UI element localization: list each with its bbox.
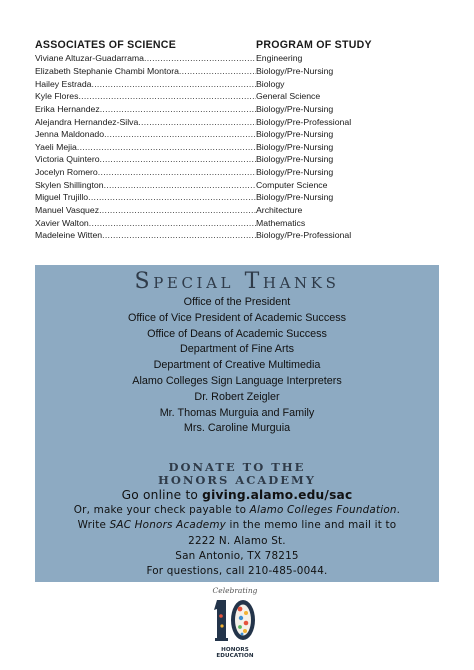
dot-leader bbox=[92, 79, 257, 89]
student-name: Skylen Shillington bbox=[35, 179, 104, 190]
roster-row bbox=[35, 204, 439, 217]
student-name: Alejandra Hernandez-Silva bbox=[35, 116, 139, 127]
program-of-study: Biology/Pre-Nursing bbox=[256, 167, 334, 178]
logo-script-text: Celebrating bbox=[212, 586, 258, 595]
roster-name-cell bbox=[35, 230, 256, 240]
roster-name-cell bbox=[35, 154, 256, 164]
roster-row bbox=[35, 115, 439, 128]
program-of-study: Biology/Pre-Professional bbox=[256, 116, 352, 127]
dot-leader bbox=[77, 142, 256, 152]
student-name: Hailey Estrada bbox=[35, 78, 92, 89]
roster-name-cell bbox=[35, 180, 256, 190]
student-name: Yaeli Mejia bbox=[35, 141, 77, 152]
thanks-item: Mrs. Caroline Murguia bbox=[183, 422, 291, 435]
program-of-study: Engineering bbox=[256, 53, 303, 64]
roster-heading-program: PROGRAM OF STUDY bbox=[256, 39, 372, 51]
roster-name-cell bbox=[35, 129, 256, 139]
roster-row bbox=[35, 191, 439, 204]
program-of-study: Biology/Pre-Nursing bbox=[256, 154, 334, 165]
graduate-roster bbox=[35, 37, 439, 242]
special-thanks-panel bbox=[35, 265, 439, 582]
roster-name-cell bbox=[35, 104, 256, 114]
dot-leader bbox=[144, 53, 256, 63]
donate-memo-prefix: Write bbox=[77, 519, 110, 532]
roster-name-cell bbox=[35, 218, 256, 228]
dot-leader bbox=[89, 218, 256, 228]
thanks-item: Department of Fine Arts bbox=[179, 343, 294, 356]
donate-check-prefix: Or, make your check payable to bbox=[73, 504, 250, 517]
program-of-study: Biology/Pre-Nursing bbox=[256, 192, 334, 203]
program-of-study: Biology/Pre-Nursing bbox=[256, 129, 334, 140]
roster-row bbox=[35, 166, 439, 179]
student-name: Manuel Vasquez bbox=[35, 205, 100, 215]
roster-header bbox=[35, 37, 439, 51]
roster-row bbox=[35, 65, 439, 78]
student-name: Xavier Walton bbox=[35, 217, 89, 228]
roster-row bbox=[35, 178, 439, 191]
roster-row bbox=[35, 229, 439, 242]
donate-check-line bbox=[35, 503, 439, 518]
roster-name-cell bbox=[35, 205, 256, 215]
student-name: Viviane Altuzar-Guadarrama bbox=[35, 53, 144, 64]
roster-name-cell bbox=[35, 66, 256, 76]
roster-name-cell bbox=[35, 167, 256, 177]
donate-check-payee: Alamo Colleges Foundation bbox=[249, 504, 397, 517]
donate-questions: For questions, call 210-485-0044. bbox=[146, 565, 328, 578]
program-of-study: Biology/Pre-Professional bbox=[256, 230, 352, 241]
logo-ten-numeral bbox=[213, 594, 257, 644]
student-name: Victoria Quintero bbox=[35, 154, 100, 165]
roster-name-cell bbox=[35, 142, 256, 152]
roster-name-cell bbox=[35, 79, 256, 89]
thanks-item: Alamo Colleges Sign Language Interpreters bbox=[132, 374, 342, 387]
roster-name-cell bbox=[35, 53, 256, 63]
roster-heading-degree: ASSOCIATES OF SCIENCE bbox=[35, 39, 177, 51]
dot-leader bbox=[102, 230, 256, 240]
program-of-study: Biology bbox=[256, 78, 285, 89]
student-name: Elizabeth Stephanie Chambi Montora bbox=[35, 65, 179, 76]
roster-row bbox=[35, 90, 439, 103]
donate-title-line2: HONORS ACADEMY bbox=[158, 472, 316, 487]
donate-title bbox=[35, 461, 439, 486]
program-of-study: Biology/Pre-Nursing bbox=[256, 65, 334, 76]
program-of-study: Architecture bbox=[256, 205, 303, 215]
roster-row bbox=[35, 103, 439, 116]
dot-leader bbox=[100, 104, 256, 114]
donate-online-line bbox=[35, 488, 439, 503]
roster-row bbox=[35, 77, 439, 90]
donate-memo-text: SAC Honors Academy bbox=[109, 519, 227, 532]
student-name: Jocelyn Romero bbox=[35, 167, 98, 178]
dot-leader bbox=[179, 66, 256, 76]
dot-leader bbox=[138, 117, 256, 127]
dot-leader bbox=[104, 129, 256, 139]
dot-leader bbox=[100, 154, 256, 164]
donate-address-line1: 2222 N. Alamo St. bbox=[188, 534, 286, 547]
student-name: Erika Hernandez bbox=[35, 103, 100, 114]
thanks-item: Office of Deans of Academic Success bbox=[147, 327, 327, 340]
thanks-item: Dr. Robert Zeigler bbox=[194, 390, 280, 403]
roster-row bbox=[35, 52, 439, 65]
donate-memo-suffix: in the memo line and mail it to bbox=[226, 519, 397, 532]
student-name: Madeleine Witten bbox=[35, 230, 103, 241]
dot-leader bbox=[99, 205, 256, 215]
program-of-study: Biology/Pre-Nursing bbox=[256, 141, 334, 152]
student-name: Miguel Trujillo bbox=[35, 192, 89, 203]
roster-name-cell bbox=[35, 192, 256, 202]
program-of-study: General Science bbox=[256, 91, 321, 102]
roster-rows bbox=[35, 52, 439, 242]
student-name: Jenna Maldonado bbox=[35, 129, 105, 140]
donate-address-line2: San Antonio, TX 78215 bbox=[175, 549, 299, 562]
program-of-study: Mathematics bbox=[256, 217, 306, 228]
donate-memo-line bbox=[35, 518, 439, 533]
thanks-item: Office of Vice President of Academic Success bbox=[127, 311, 347, 324]
dot-leader bbox=[88, 192, 256, 202]
program-of-study: Biology/Pre-Nursing bbox=[256, 103, 334, 114]
roster-row bbox=[35, 140, 439, 153]
program-of-study: Computer Science bbox=[256, 179, 328, 190]
special-thanks-list bbox=[35, 295, 439, 437]
celebrating-10-years-logo bbox=[205, 584, 265, 660]
student-name: Kyle Flores bbox=[35, 91, 79, 102]
dot-leader bbox=[104, 180, 256, 190]
thanks-item: Department of Creative Multimedia bbox=[153, 359, 321, 372]
roster-row bbox=[35, 153, 439, 166]
roster-name-cell bbox=[35, 91, 256, 101]
special-thanks-title: Special Thanks bbox=[134, 269, 340, 294]
dot-leader bbox=[78, 91, 256, 101]
donate-instructions bbox=[35, 488, 439, 579]
donate-online-url[interactable]: giving.alamo.edu/sac bbox=[202, 488, 353, 502]
roster-name-cell bbox=[35, 117, 256, 127]
roster-row bbox=[35, 128, 439, 141]
donate-online-prefix: Go online to bbox=[121, 488, 203, 502]
donate-check-suffix: . bbox=[396, 504, 401, 517]
dot-leader bbox=[98, 167, 256, 177]
logo-caption: HONORS EDUCATION bbox=[216, 647, 254, 659]
donate-title-line1: DONATE TO THE bbox=[168, 460, 306, 474]
thanks-item: Office of the President bbox=[183, 296, 291, 308]
thanks-item: Mr. Thomas Murguia and Family bbox=[159, 406, 315, 419]
roster-row bbox=[35, 216, 439, 229]
